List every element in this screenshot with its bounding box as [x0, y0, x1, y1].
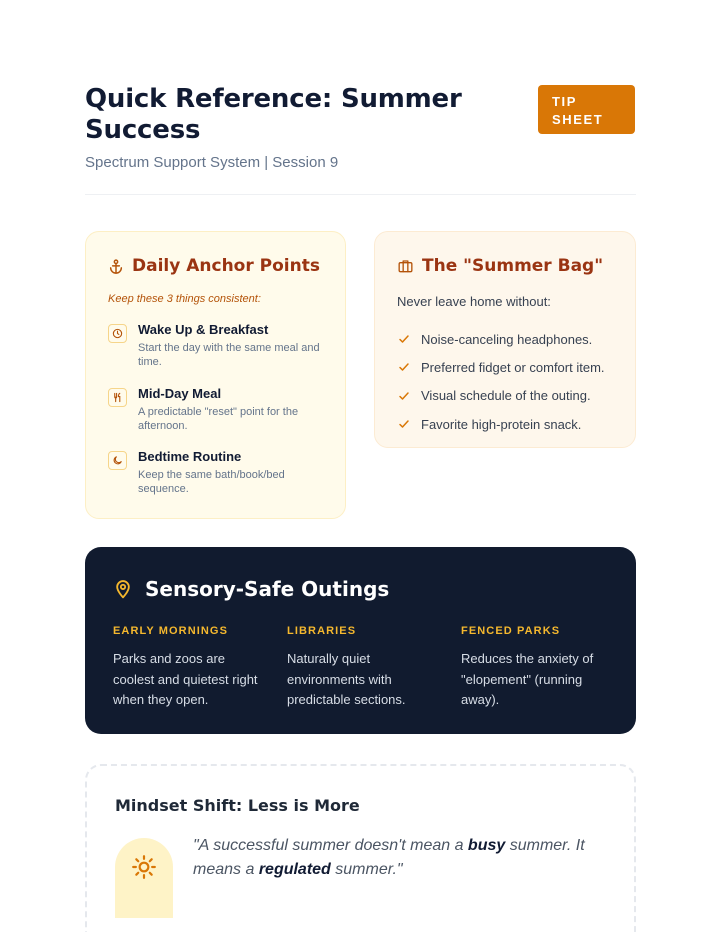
page-title: Quick Reference: Summer Success — [85, 84, 462, 145]
mindset-quote — [193, 834, 623, 882]
anchor-item-name: Wake Up & Breakfast — [138, 322, 269, 337]
anchor-icon — [108, 258, 124, 275]
anchor-item-name: Bedtime Routine — [138, 449, 242, 464]
outing-fenced-parks — [461, 625, 606, 711]
map-pin-icon — [113, 578, 133, 600]
list-item — [397, 353, 605, 381]
bag-item-text: Favorite high-protein snack. — [421, 416, 582, 432]
anchor-item-desc: Start the day with the same meal and time. — [138, 342, 320, 368]
clock-icon — [108, 324, 127, 343]
anchor-card-title — [108, 256, 320, 276]
mindset-card — [85, 764, 636, 932]
mindset-title: Mindset Shift: Less is More — [115, 796, 360, 815]
sun-icon — [131, 854, 157, 880]
outing-heading: EARLY MORNINGS — [113, 625, 229, 637]
sensory-title — [113, 577, 389, 601]
tip-sheet-badge — [538, 85, 635, 134]
outing-libraries — [287, 625, 432, 711]
outing-early-mornings — [113, 625, 258, 711]
quote-text: "A successful summer doesn't mean a — [193, 837, 468, 854]
summer-bag-card — [374, 231, 636, 448]
sun-badge — [115, 838, 173, 918]
briefcase-icon — [397, 258, 414, 274]
bag-item-text: Preferred fidget or comfort item. — [421, 359, 605, 375]
bag-item-text: Noise-canceling headphones. — [421, 331, 593, 347]
badge-line-1: TIP — [552, 94, 578, 109]
anchor-item-desc: A predictable "reset" point for the afternoon. — [138, 406, 299, 432]
quote-emphasis-regulated: regulated — [258, 861, 331, 878]
page-header — [85, 84, 636, 171]
outing-body: Reduces the anxiety of "elopement" (running away). — [461, 651, 594, 707]
sensory-outings-panel — [85, 547, 636, 734]
outing-body: Parks and zoos are coolest and quietest right when they open. — [113, 651, 258, 707]
badge-line-2: SHEET — [552, 111, 604, 127]
list-item — [397, 325, 605, 353]
anchor-item-name: Mid-Day Meal — [138, 386, 222, 401]
check-icon — [397, 361, 411, 373]
check-icon — [397, 390, 411, 402]
outing-body: Naturally quiet environments with predictable sections. — [287, 651, 406, 707]
quote-text: summer." — [330, 861, 403, 878]
check-icon — [397, 418, 411, 430]
list-item — [397, 382, 605, 410]
quote-emphasis-busy: busy — [467, 837, 506, 854]
anchor-item-wake-up — [108, 322, 328, 369]
anchor-item-desc: Keep the same bath/book/bed sequence. — [138, 469, 285, 495]
outing-heading: FENCED PARKS — [461, 625, 561, 637]
quote-text: summer. It means a — [193, 837, 585, 878]
bag-card-heading: The "Summer Bag" — [422, 256, 604, 276]
anchor-item-bedtime — [108, 449, 328, 496]
outing-heading: LIBRARIES — [287, 625, 357, 637]
anchor-points-card — [85, 231, 346, 519]
anchor-card-subtitle: Keep these 3 things consistent: — [108, 293, 261, 305]
bag-checklist — [397, 325, 605, 438]
bag-intro: Never leave home without: — [397, 294, 551, 309]
bag-card-title — [397, 256, 603, 276]
anchor-card-heading: Daily Anchor Points — [132, 256, 320, 276]
list-item — [397, 410, 605, 438]
header-divider — [85, 194, 636, 195]
utensils-icon — [108, 388, 127, 407]
check-icon — [397, 333, 411, 345]
bag-item-text: Visual schedule of the outing. — [421, 388, 591, 404]
moon-icon — [108, 451, 127, 470]
anchor-item-mid-day — [108, 386, 328, 433]
sensory-heading: Sensory-Safe Outings — [145, 577, 390, 601]
page-subtitle: Spectrum Support System | Session 9 — [85, 154, 339, 171]
